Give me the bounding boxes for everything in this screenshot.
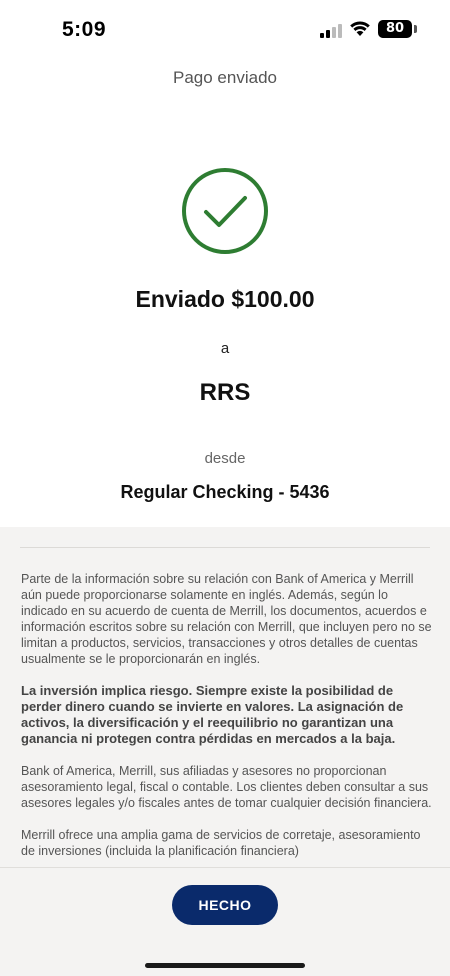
disclosure-paragraph: Parte de la información sobre su relación con Bank of America y Merrill aún puede proporcionarse solamente en inglés. Además, según lo indicado en su acuerdo de cuenta de Merrill, los documentos, acuerdos e información escritos sobre su relación con Merrill, que incluyen pero no se limitan a productos, servicios, transacciones y otros detalles de cuentas usualmente se le proporcionarán en inglés.	[21, 572, 432, 666]
sent-amount: Enviado $100.00	[135, 286, 315, 312]
battery-icon	[378, 20, 412, 38]
divider	[20, 547, 430, 548]
status-time: 5:09	[62, 18, 107, 41]
footer	[0, 867, 450, 976]
disclosure-text	[21, 571, 433, 871]
to-label: a	[220, 340, 230, 357]
page-title: Pago enviado	[173, 68, 277, 87]
wifi-icon	[348, 18, 372, 38]
source-account: Regular Checking - 5436	[120, 482, 330, 502]
status-bar	[0, 0, 450, 56]
recipient-name: RRS	[199, 379, 251, 406]
disclosure-paragraph: Bank of America, Merrill, sus afiliadas y asesores no proporcionan asesoramiento legal, fiscal o contable. Los clientes deben consultar a sus asesores legales y/o fiscales antes de tomar cualquier decisión financiera.	[21, 764, 432, 810]
check-circle-icon	[181, 167, 269, 255]
risk-disclosure-paragraph: La inversión implica riesgo. Siempre existe la posibilidad de perder dinero cuando se invierte en valores. La asignación de activos, la diversificación y el reequilibrio no garantizan una ganancia ni protegen contra pérdidas en mercados a la baja.	[21, 683, 404, 746]
battery-nub	[414, 25, 417, 33]
home-indicator[interactable]	[145, 963, 305, 968]
signal-icon	[320, 22, 342, 38]
disclosure-paragraph: Merrill ofrece una amplia gama de servicios de corretaje, asesoramiento de inversiones (incluida la planificación financiera)	[21, 828, 421, 858]
from-label: desde	[204, 450, 246, 467]
battery-level: 80	[385, 21, 405, 36]
done-button[interactable]: HECHO	[172, 885, 278, 925]
